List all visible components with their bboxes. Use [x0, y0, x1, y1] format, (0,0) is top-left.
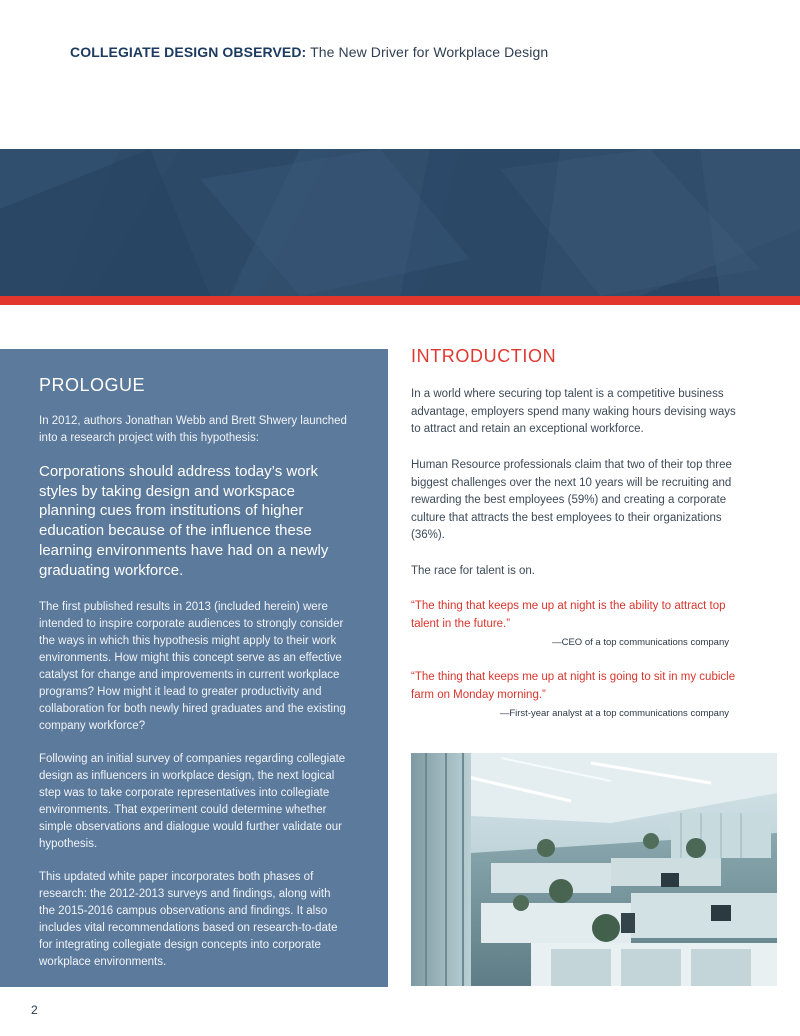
prologue-intro: In 2012, authors Jonathan Webb and Brett Shwery launched into a research project with this hypothesis: — [39, 415, 347, 444]
office-cubicles-photo — [411, 753, 777, 986]
prologue-panel — [0, 349, 388, 987]
accent-stripe — [0, 296, 800, 305]
page-number: 2 — [31, 1003, 38, 1017]
banner-geometric-pattern — [0, 149, 800, 296]
quote-analyst-attribution: —First-year analyst at a top communications company — [499, 708, 729, 719]
introduction-paragraph-3: The race for talent is on. — [411, 565, 536, 577]
quote-ceo-attribution: —CEO of a top communications company — [552, 637, 729, 648]
prologue-title: PROLOGUE — [39, 375, 146, 395]
prologue-hypothesis: Corporations should address today’s work styles by taking design and workspace planning cues from institutions of higher education because of the influence these learning environments have had on a newly graduating workforce. — [39, 463, 329, 579]
prologue-paragraph-2: Following an initial survey of companies regarding collegiate design as influencers in workplace design, the next logical step was to take corporate representatives into collegiate environments. That experiment could determine whether simple observations and dialogue would further validate our hypothesis. — [39, 753, 346, 850]
prologue-paragraph-3: This updated white paper incorporates both phases of research: the 2012-2013 surveys and findings, along with the 2015-2016 campus observations and findings. It also includes vital recommendations based on research-to-date for integrating collegiate design concepts into corporate workplace environments. — [39, 871, 338, 968]
introduction-paragraph-2: Human Resource professionals claim that two of their top three biggest challenges over the next 10 years will be recruiting and rewarding the best employees (59%) and creating a corporate culture that attracts the best employees to their organizations (36%). — [411, 459, 732, 542]
quote-ceo: “The thing that keeps me up at night is the ability to attract top talent in the future.” — [411, 600, 726, 630]
header-subtitle: The New Driver for Workplace Design — [306, 44, 549, 60]
running-header — [70, 44, 548, 60]
introduction-title: INTRODUCTION — [411, 346, 557, 366]
quote-analyst: “The thing that keeps me up at night is going to sit in my cubicle farm on Monday morning.” — [411, 671, 736, 701]
decorative-banner — [0, 149, 800, 296]
prologue-paragraph-1: The first published results in 2013 (included herein) were intended to inspire corporate audiences to strongly consider the ways in which this hypothesis might apply to their work environments. How might this concept serve as an effective catalyst for change and improvements in current workplace programs? How might it lead to greater productivity and collaboration for both newly hired graduates and the existing company workforce? — [39, 601, 346, 732]
introduction-paragraph-1: In a world where securing top talent is a competitive business advantage, employers spend many waking hours devising ways to attract and retain an exceptional workforce. — [411, 388, 736, 436]
header-bold-title: COLLEGIATE DESIGN OBSERVED: — [70, 44, 307, 60]
office-photo-illustration — [411, 753, 777, 986]
